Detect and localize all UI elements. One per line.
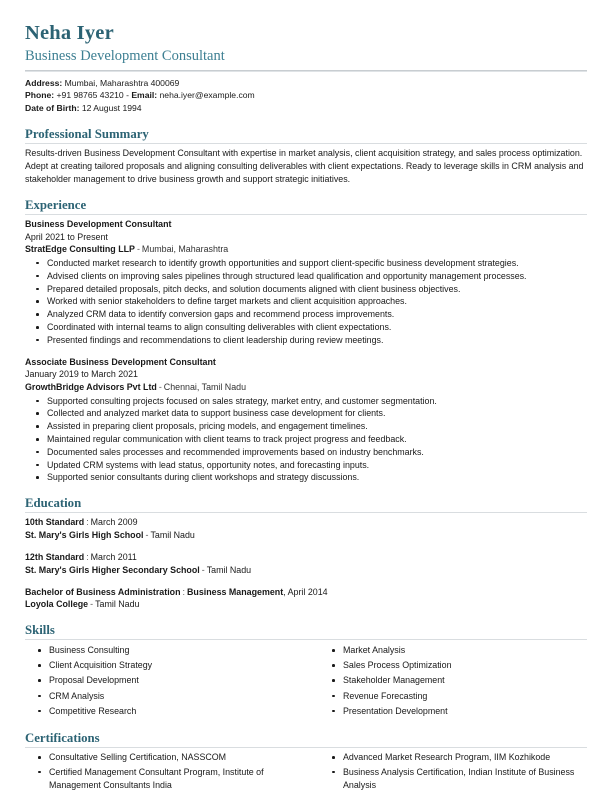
header-divider [25, 70, 587, 72]
section-divider-summary [25, 143, 587, 144]
email-value[interactable]: neha.iyer@example.com [159, 90, 255, 101]
skill-item: Presentation Development [319, 704, 587, 719]
experience-list [25, 218, 587, 484]
skills-column-right [306, 643, 587, 719]
experience-bullet: Collected and analyzed market data to support business case development for clients. [25, 407, 587, 420]
education-colon: : [182, 586, 185, 597]
education-entry [25, 516, 587, 542]
education-separator: - [201, 564, 205, 575]
section-skills [25, 623, 587, 719]
section-title-education: Education [25, 496, 82, 511]
education-date: March 2011 [90, 551, 137, 562]
education-qualification: 12th Standard [25, 551, 85, 562]
certifications-column-right [306, 751, 587, 792]
skill-item: Revenue Forecasting [319, 689, 587, 704]
candidate-job-title: Business Development Consultant [25, 47, 225, 64]
section-title-skills: Skills [25, 623, 55, 638]
experience-location: Chennai, Tamil Nadu [163, 381, 247, 392]
experience-bullet: Updated CRM systems with lead status, opportunity notes, and forecasting inputs. [25, 459, 587, 472]
experience-dates: April 2021 to Present [25, 231, 108, 242]
education-institution-line [25, 529, 587, 542]
education-field-comma: , [283, 586, 288, 597]
education-location: Tamil Nadu [150, 530, 195, 541]
contact-block [25, 77, 587, 115]
experience-role: Associate Business Development Consultant [25, 356, 216, 367]
experience-bullet: Advised clients on improving sales pipelines through structured lead qualification and opportunity management processes. [25, 270, 587, 283]
experience-bullet: Documented sales processes and recommended improvements based on industry benchmarks. [25, 446, 587, 459]
skill-item: Sales Process Optimization [319, 658, 587, 673]
experience-entry [25, 218, 587, 347]
skill-item: CRM Analysis [25, 689, 306, 704]
education-colon: : [86, 517, 89, 528]
experience-dates: January 2019 to March 2021 [25, 369, 138, 380]
education-location: Tamil Nadu [206, 564, 252, 575]
skill-item: Proposal Development [25, 673, 306, 688]
education-date: March 2009 [90, 517, 138, 528]
education-list [25, 516, 587, 611]
skills-columns [25, 643, 587, 719]
education-separator: - [90, 599, 94, 610]
experience-company-separator: - [158, 381, 162, 392]
section-professional-summary [25, 127, 587, 186]
certifications-list-right [319, 751, 587, 792]
contact-dob-line [25, 102, 587, 115]
education-institution: St. Mary's Girls High School [25, 530, 144, 541]
skill-item: Stakeholder Management [319, 673, 587, 688]
contact-phone-email-line [25, 89, 587, 102]
experience-bullet: Worked with senior stakeholders to define target markets and client acquisition approaches. [25, 295, 587, 308]
education-entry [25, 551, 587, 577]
phone-value: +91 98765 43210 [56, 90, 124, 101]
education-qualification-line [25, 551, 587, 564]
contact-address-line [25, 77, 587, 90]
experience-company-separator: - [136, 244, 140, 255]
certification-item: Consultative Selling Certification, NASSCOM [25, 751, 306, 764]
phone-label: Phone: [25, 90, 55, 101]
section-certifications [25, 731, 587, 792]
education-date: April 2014 [287, 586, 328, 597]
section-divider-experience [25, 214, 587, 215]
skill-item: Competitive Research [25, 704, 306, 719]
summary-text: Results-driven Business Development Consultant with expertise in market analysis, client acquisition strategy, and sales process optimization. Adept at creating tailored proposals and aligning consulting deliverables with client expectations. Ready to leverage skills in CRM analysis and stakeholder management to drive business growth and support strategic initiatives. [25, 147, 584, 184]
experience-company-line [25, 381, 587, 394]
skills-list-left [25, 643, 306, 719]
education-location: Tamil Nadu [95, 599, 140, 610]
section-experience [25, 198, 587, 484]
skills-list-right [319, 643, 587, 719]
education-institution-line [25, 564, 587, 577]
dob-label: Date of Birth: [25, 103, 80, 114]
education-qualification-line [25, 586, 587, 599]
education-entry [25, 586, 587, 612]
experience-location: Mumbai, Maharashtra [141, 244, 229, 255]
experience-bullet-list [25, 395, 587, 485]
skill-item: Market Analysis [319, 643, 587, 658]
phone-email-separator: - [126, 90, 129, 101]
section-title-summary: Professional Summary [25, 126, 149, 141]
certification-item: Certified Management Consultant Program, Institute of Management Consultants India [25, 766, 306, 792]
experience-bullet: Supported senior consultants during client workshops and strategy discussions. [25, 471, 587, 484]
experience-bullet: Maintained regular communication with client teams to track project progress and feedback. [25, 433, 587, 446]
experience-company-name: GrowthBridge Advisors Pvt Ltd [25, 381, 157, 392]
address-value: Mumbai, Maharashtra 400069 [64, 77, 180, 88]
education-colon: : [86, 551, 89, 562]
certifications-columns [25, 751, 587, 792]
experience-bullet-list [25, 257, 587, 347]
section-divider-certifications [25, 747, 587, 748]
section-title-experience: Experience [25, 197, 87, 212]
section-divider-skills [25, 639, 587, 640]
certifications-column-left [25, 751, 306, 792]
experience-bullet: Assisted in preparing client proposals, pricing models, and engagement timelines. [25, 420, 587, 433]
email-label: Email: [131, 90, 158, 101]
experience-company-line [25, 243, 587, 256]
experience-bullet: Conducted market research to identify growth opportunities and support client-specific business development strategies. [25, 257, 587, 270]
dob-value: 12 August 1994 [81, 103, 142, 114]
experience-bullet: Supported consulting projects focused on sales strategy, market entry, and customer segmentation. [25, 395, 587, 408]
education-qualification-line [25, 516, 587, 529]
education-qualification: 10th Standard [25, 517, 85, 528]
certification-item: Business Analysis Certification, Indian Institute of Business Analysis [319, 766, 587, 792]
experience-company-name: StratEdge Consulting LLP [25, 244, 135, 255]
education-separator: - [145, 530, 149, 541]
skills-column-left [25, 643, 306, 719]
education-institution: Loyola College [25, 599, 89, 610]
candidate-name: Neha Iyer [25, 22, 114, 44]
experience-role: Business Development Consultant [25, 218, 172, 229]
resume-header [25, 22, 587, 115]
experience-entry [25, 356, 587, 485]
section-education [25, 496, 587, 611]
skill-item: Business Consulting [25, 643, 306, 658]
experience-bullet: Coordinated with internal teams to align consulting deliverables with client expectations. [25, 321, 587, 334]
experience-bullet: Prepared detailed proposals, pitch decks, and solution documents aligned with client business objectives. [25, 283, 587, 296]
education-field: Business Management [186, 586, 284, 597]
section-title-certifications: Certifications [25, 730, 100, 745]
certification-item: Advanced Market Research Program, IIM Kozhikode [319, 751, 587, 764]
address-label: Address: [25, 77, 63, 88]
education-institution: St. Mary's Girls Higher Secondary School [25, 564, 200, 575]
experience-bullet: Analyzed CRM data to identify conversion gaps and recommend process improvements. [25, 308, 587, 321]
experience-bullet: Presented findings and recommendations to client leadership during review meetings. [25, 334, 587, 347]
section-divider-education [25, 512, 587, 513]
skill-item: Client Acquisition Strategy [25, 658, 306, 673]
education-qualification: Bachelor of Business Administration [25, 586, 181, 597]
education-institution-line [25, 598, 587, 611]
certifications-list-left [25, 751, 306, 792]
